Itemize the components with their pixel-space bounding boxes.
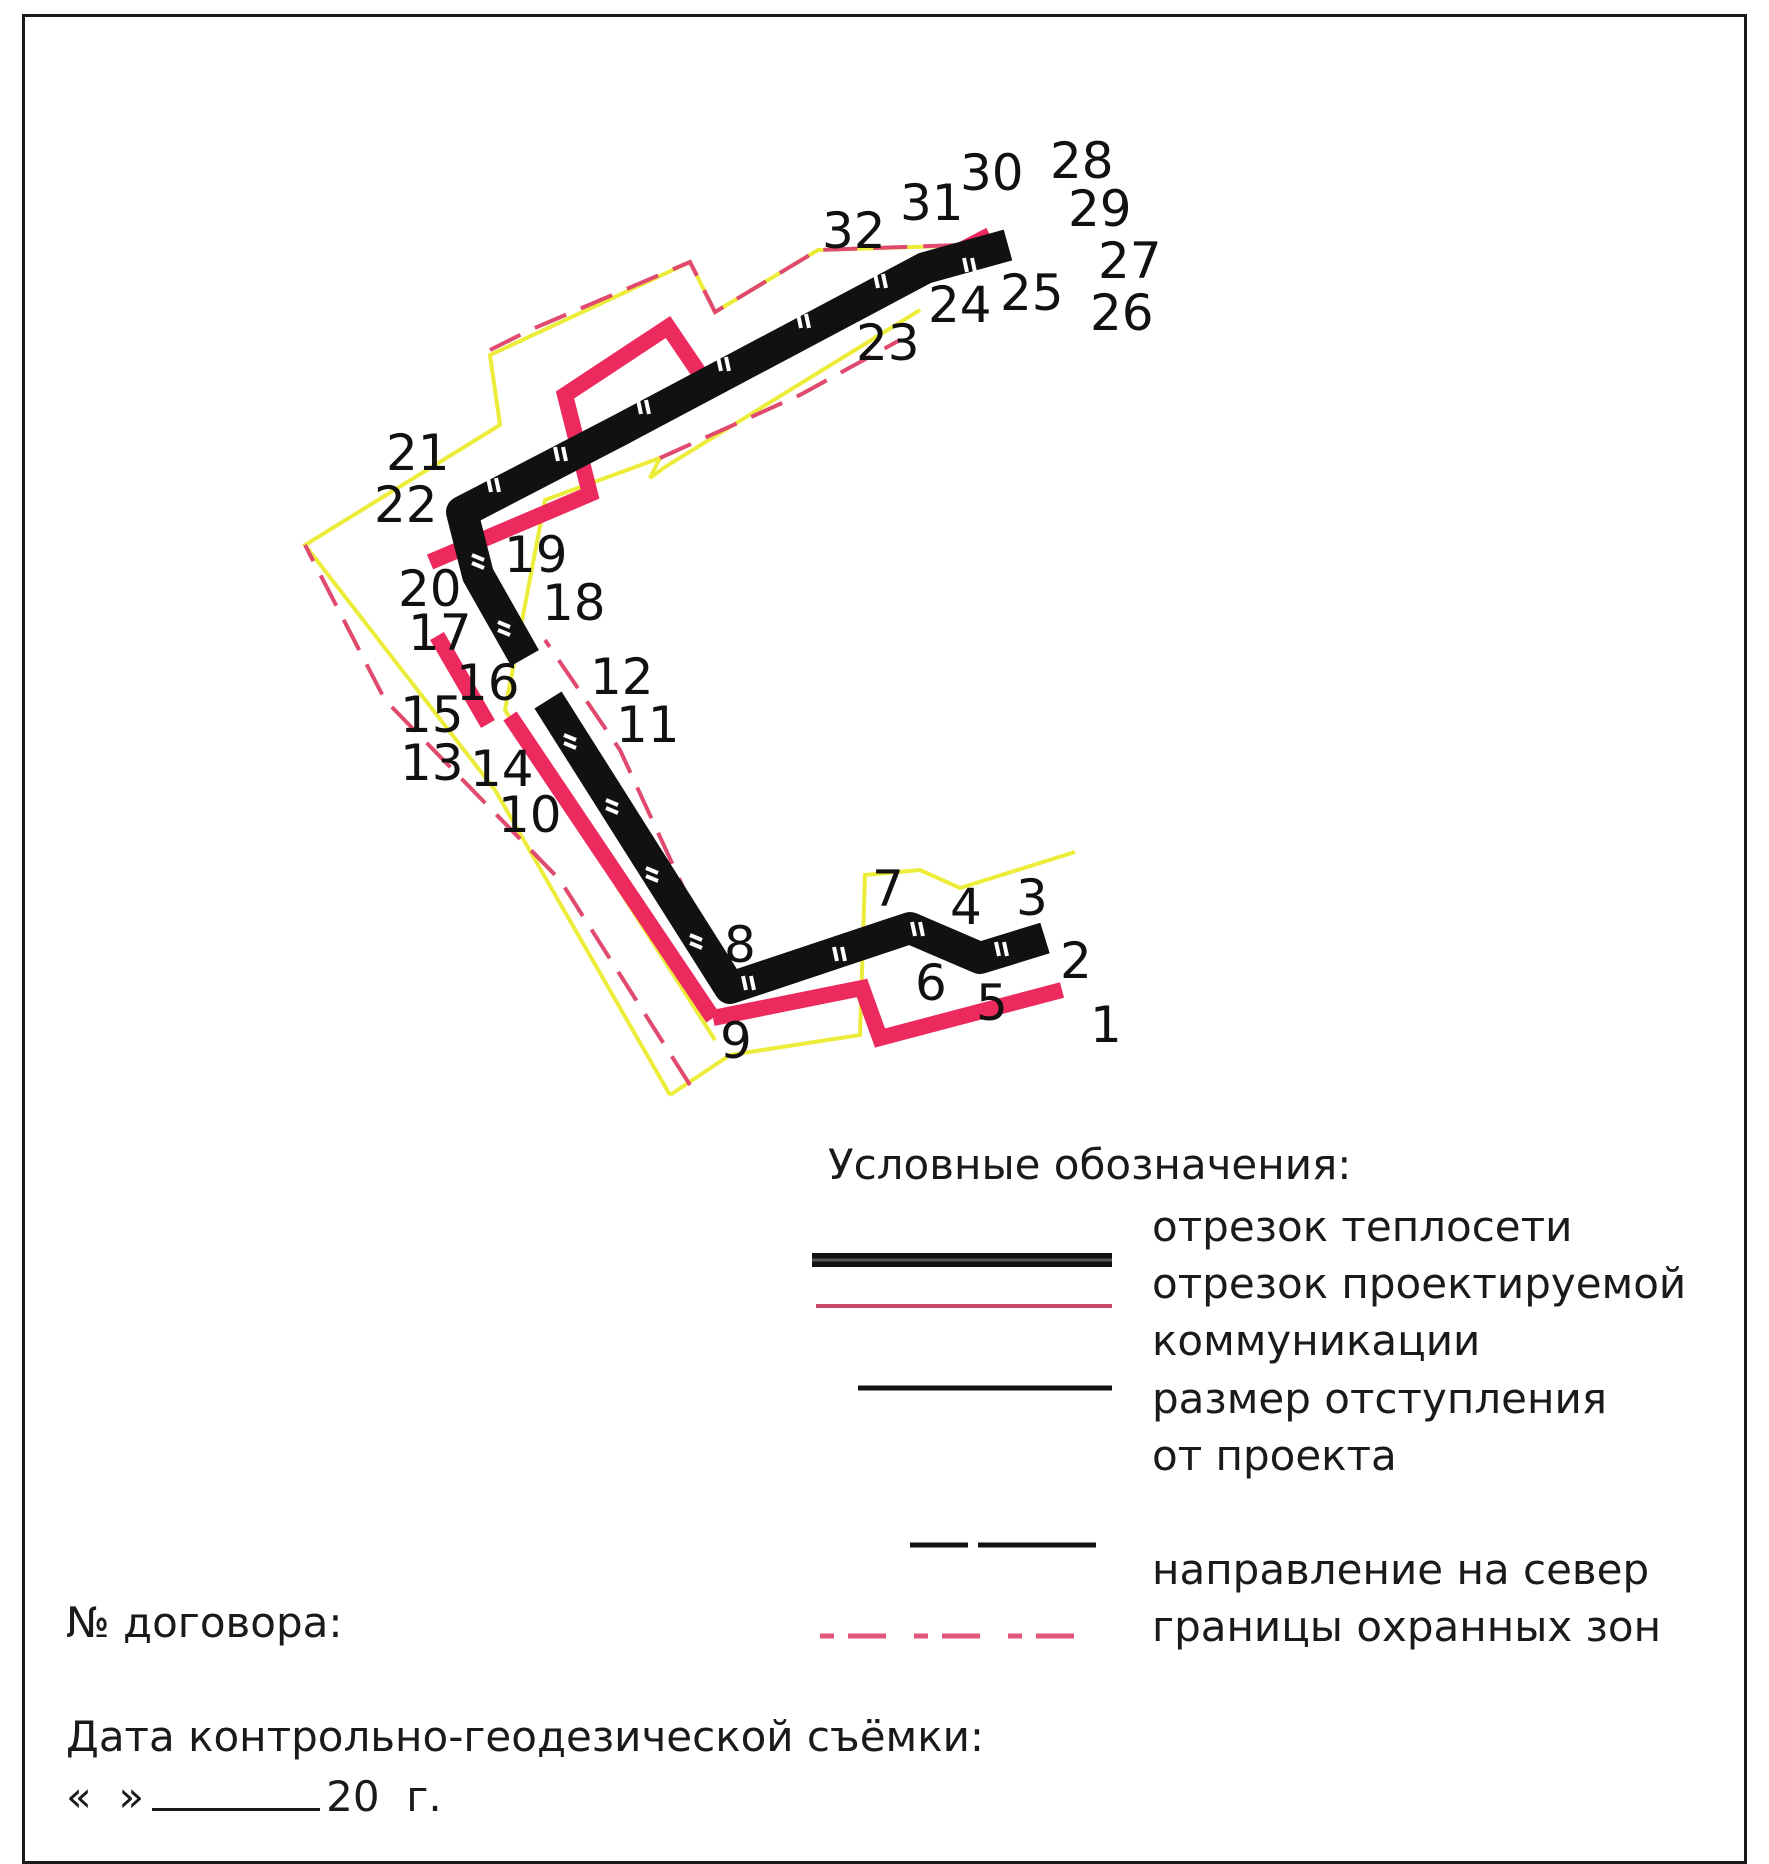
legend-item-projected-2: коммуникации	[1152, 1316, 1481, 1365]
point-label-15: 15	[400, 686, 464, 744]
legend-symbols	[812, 1260, 1112, 1636]
point-label-28: 28	[1050, 132, 1114, 190]
point-label-2: 2	[1060, 932, 1092, 990]
legend-item-north: направление на север	[1152, 1545, 1650, 1594]
date-year-suffix: г.	[406, 1772, 442, 1821]
date-quote-open: «	[66, 1772, 92, 1821]
survey-date-label: Дата контрольно-геодезической съёмки:	[66, 1712, 985, 1761]
legend-item-zone: границы охранных зон	[1152, 1602, 1662, 1651]
legend-item-heat-network: отрезок теплосети	[1152, 1202, 1573, 1251]
point-label-31: 31	[900, 174, 964, 232]
point-label-8: 8	[724, 916, 756, 974]
point-label-23: 23	[856, 314, 920, 372]
legend-title: Условные обозначения:	[828, 1140, 1352, 1189]
point-label-16: 16	[456, 654, 520, 712]
point-label-17: 17	[408, 604, 472, 662]
point-label-30: 30	[960, 144, 1024, 202]
date-quote-close: »	[118, 1772, 145, 1821]
point-label-3: 3	[1016, 869, 1048, 927]
point-label-7: 7	[872, 860, 904, 918]
point-label-18: 18	[542, 574, 606, 632]
point-label-25: 25	[1000, 264, 1064, 322]
point-label-22: 22	[374, 476, 438, 534]
point-label-29: 29	[1068, 180, 1132, 238]
point-label-6: 6	[915, 954, 947, 1012]
legend-item-offset-1: размер отступления	[1152, 1374, 1608, 1423]
date-blank-field[interactable]	[152, 1770, 320, 1811]
point-label-24: 24	[928, 276, 992, 334]
point-label-4: 4	[950, 878, 982, 936]
point-label-9: 9	[720, 1012, 752, 1070]
survey-date-line	[66, 1770, 442, 1821]
date-year-prefix: 20	[326, 1772, 380, 1821]
point-label-12: 12	[590, 648, 654, 706]
point-label-20: 20	[398, 560, 462, 618]
point-label-14: 14	[470, 740, 534, 798]
point-label-11: 11	[616, 696, 680, 754]
point-label-21: 21	[386, 424, 450, 482]
contract-number-label: № договора:	[66, 1598, 343, 1647]
point-label-32: 32	[822, 202, 886, 260]
point-label-27: 27	[1098, 232, 1162, 290]
point-label-13: 13	[400, 734, 464, 792]
legend-item-projected-1: отрезок проектируемой	[1152, 1259, 1687, 1308]
legend-item-offset-2: от проекта	[1152, 1431, 1397, 1480]
point-label-26: 26	[1090, 284, 1154, 342]
point-label-10: 10	[498, 786, 562, 844]
point-label-5: 5	[976, 974, 1008, 1032]
projected-south	[713, 988, 1062, 1038]
point-label-19: 19	[504, 526, 568, 584]
point-label-1: 1	[1090, 996, 1122, 1054]
